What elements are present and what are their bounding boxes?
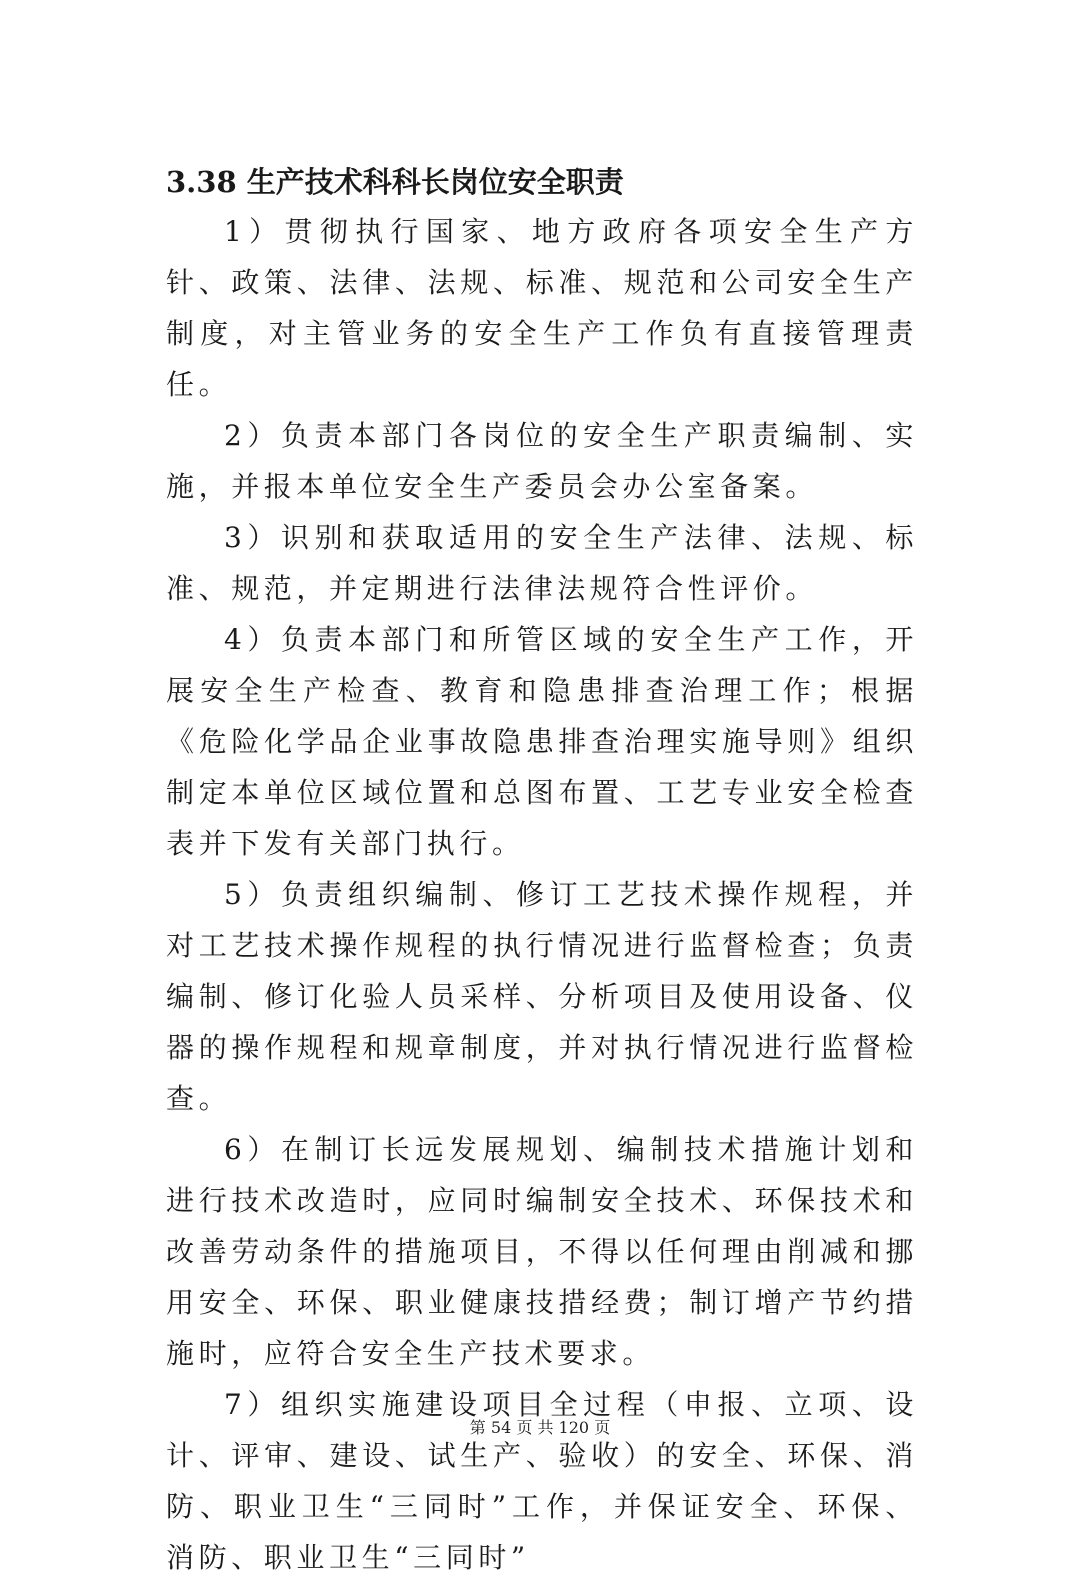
section-body <box>166 206 918 1583</box>
paragraph-6: 6）在制订长远发展规划、编制技术措施计划和进行技术改造时，应同时编制安全技术、环保技术和改善劳动条件的措施项目，不得以任何理由削减和挪用安全、环保、职业健康技措经费；制订增产节约措施时，应符合安全生产技术要求。 <box>166 1133 918 1370</box>
paragraph-1: 1）贯彻执行国家、地方政府各项安全生产方针、政策、法律、法规、标准、规范和公司安全生产制度，对主管业务的安全生产工作负有直接管理责任。 <box>166 215 918 401</box>
page-label-prefix: 第 <box>469 1418 486 1437</box>
paragraph-4: 4）负责本部门和所管区域的安全生产工作，开展安全生产检查、教育和隐患排查治理工作；根据《危险化学品企业事故隐患排查治理实施导则》组织制定本单位区域位置和总图布置、工艺专业安全检查表并下发有关部门执行。 <box>166 623 918 860</box>
section-heading: 3.38 生产技术科科长岗位安全职责 <box>166 165 624 199</box>
page-footer <box>0 1416 1080 1440</box>
page-label-mid: 页 共 <box>516 1418 554 1437</box>
paragraph-2: 2）负责本部门各岗位的安全生产职责编制、实施，并报本单位安全生产委员会办公室备案。 <box>166 419 918 503</box>
paragraph-7: 7）组织实施建设项目全过程（申报、立项、设计、评审、建设、试生产、验收）的安全、环保、消防、职业卫生“三同时”工作，并保证安全、环保、消防、职业卫生“三同时” <box>166 1388 918 1574</box>
total-pages: 120 <box>558 1418 590 1437</box>
page-number: 54 <box>490 1418 512 1437</box>
page-label-suffix: 页 <box>594 1418 611 1437</box>
paragraph-3: 3）识别和获取适用的安全生产法律、法规、标准、规范，并定期进行法律法规符合性评价。 <box>166 521 918 605</box>
paragraph-5: 5）负责组织编制、修订工艺技术操作规程，并对工艺技术操作规程的执行情况进行监督检查；负责编制、修订化验人员采样、分析项目及使用设备、仪器的操作规程和规章制度，并对执行情况进行监督检查。 <box>166 878 918 1115</box>
